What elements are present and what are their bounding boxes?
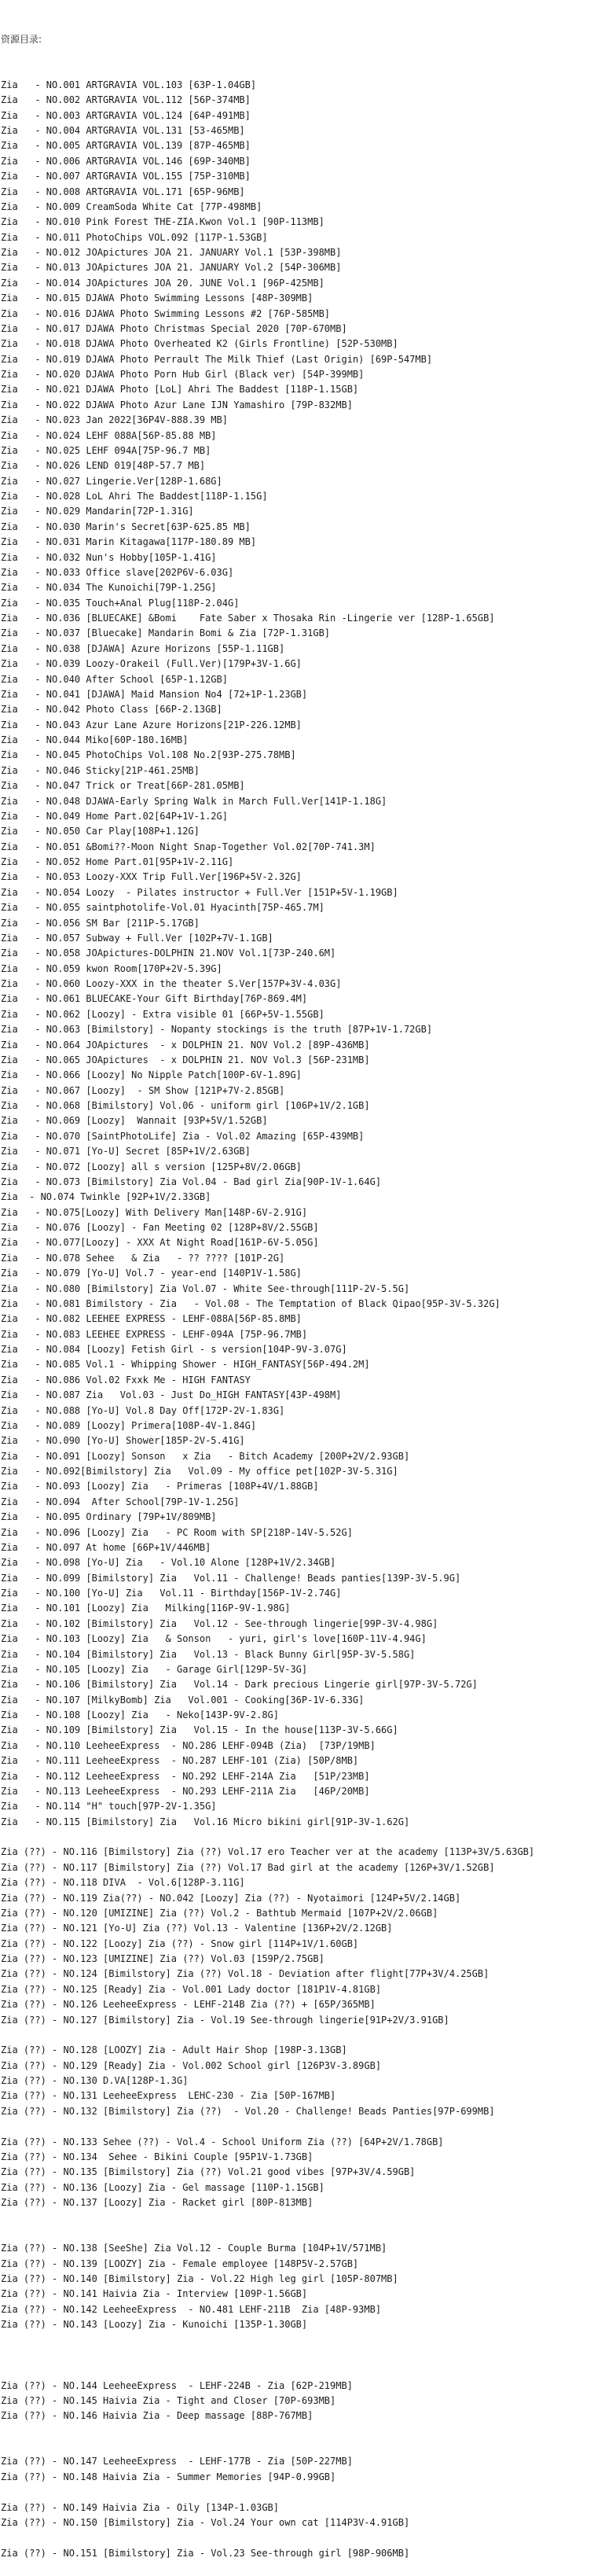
catalog-entry: Zia - NO.106 [Bimilstory] Zia Vol.14 - Dark precious Lingerie girl[97P-3V-5.72G] <box>1 1679 478 1691</box>
blank-line <box>0 2226 594 2241</box>
catalog-entry: Zia - NO.064 JOApictures - x DOLPHIN 21. NOV Vol.2 [89P-436MB] <box>1 1039 370 1051</box>
catalog-entry: Zia - NO.005 ARTGRAVIA VOL.139 [87P-465MB] <box>1 140 251 152</box>
catalog-entry: Zia - NO.093 [Loozy] Zia - Primeras [108P+4V/1.88GB] <box>1 1481 319 1492</box>
catalog-entry: Zia - NO.045 PhotoChips Vol.108 No.2[93P-275.78MB] <box>1 749 296 761</box>
catalog-entry: Zia - NO.073 [Bimilstory] Zia Vol.04 - Bad girl Zia[90P-1V-1.64G] <box>1 1176 382 1187</box>
catalog-entry: Zia - NO.080 [Bimilstory] Zia Vol.07 - White See-through[111P-2V-5.5G] <box>1 1282 410 1294</box>
catalog-entry: Zia (??) - NO.122 [Loozy] Zia (??) - Snow girl [114P+1V/1.60GB] <box>1 1938 359 1949</box>
catalog-entry: Zia (??) - NO.126 LeeheeExpress - LEHF-214B Zia (??) + [65P/365MB] <box>1 1999 376 2011</box>
catalog-entry: Zia - NO.026 LEND 019[48P-57.7 MB] <box>1 460 206 472</box>
catalog-entry: Zia (??) - NO.139 [LOOZY] Zia - Female employee [148P5V-2.57GB] <box>1 2258 359 2269</box>
catalog-entry: Zia (??) - NO.127 [Bimilstory] Zia - Vol.19 See-through lingerie[91P+2V/3.91GB] <box>1 2014 449 2026</box>
blank-line <box>0 2439 594 2454</box>
catalog-entry: Zia (??) - NO.142 LeeheeExpress - NO.481 LEHF-211B Zia [48P-93MB] <box>1 2303 382 2315</box>
catalog-entry: Zia - NO.022 DJAWA Photo Azur Lane IJN Yamashiro [79P-832MB] <box>1 399 353 410</box>
catalog-entry: Zia - NO.063 [Bimilstory] - Nopanty stockings is the truth [87P+1V-1.72GB] <box>1 1024 433 1036</box>
catalog-entry: Zia - NO.103 [Loozy] Zia & Sonson - yuri, girl's love[160P-11V-4.94G] <box>1 1633 427 1645</box>
blank-line <box>0 2424 594 2439</box>
blank-line <box>0 2530 594 2545</box>
catalog-entry: Zia - NO.020 DJAWA Photo Porn Hub Girl (Black ver) [54P-399MB] <box>1 369 365 380</box>
catalog-entry: Zia (??) - NO.148 Haivia Zia - Summer Memories [94P-0.99GB] <box>1 2471 336 2482</box>
catalog-entry: Zia (??) - NO.118 DIVA - Vol.6[128P-3.11G] <box>1 1877 245 1889</box>
catalog-entry: Zia (??) - NO.123 [UMIZINE] Zia (??) Vol.03 [159P/2.75GB] <box>1 1953 324 1964</box>
catalog-entry: Zia (??) - NO.145 Haivia Zia - Tight and Closer [70P-693MB] <box>1 2394 336 2406</box>
catalog-entry: Zia - NO.110 LeeheeExpress - NO.286 LEHF-094B (Zia) [73P/19MB] <box>1 1739 376 1751</box>
catalog-entry: Zia - NO.044 Miko[60P-180.16MB] <box>1 734 189 745</box>
catalog-entry: Zia - NO.114 "H" touch[97P-2V-1.35G] <box>1 1801 217 1812</box>
catalog-entry: Zia (??) - NO.133 Sehee (??) - Vol.4 - School Uniform Zia (??) [64P+2V/1.78GB] <box>1 2136 444 2147</box>
catalog-entry: Zia - NO.030 Marin's Secret[63P-625.85 MB] <box>1 521 251 532</box>
catalog-entry: Zia - NO.096 [Loozy] Zia - PC Room with SP[218P-14V-5.52G] <box>1 1526 353 1538</box>
catalog-entry: Zia (??) - NO.117 [Bimilstory] Zia (??) Vol.17 Bad girl at the academy [126P+3V/1.52GB] <box>1 1861 495 1873</box>
catalog-entry: Zia (??) - NO.116 [Bimilstory] Zia (??) Vol.17 ero Teacher ver at the academy [113P+3V/5.63GB] <box>1 1846 535 1858</box>
catalog-entry: Zia - NO.070 [SaintPhotoLife] Zia - Vol.02 Amazing [65P-439MB] <box>1 1130 365 1142</box>
catalog-entry: Zia - NO.047 Trick or Treat[66P-281.05MB] <box>1 780 245 792</box>
catalog-entry: Zia (??) - NO.135 [Bimilstory] Zia (??) Vol.21 good vibes [97P+3V/4.59GB] <box>1 2166 416 2178</box>
catalog-entry: Zia - NO.029 Mandarin[72P-1.31G] <box>1 506 194 517</box>
catalog-entry: Zia (??) - NO.130 D.VA[128P-1.3G] <box>1 2075 189 2086</box>
catalog-entry: Zia - NO.051 &Bomi??-Moon Night Snap-Together Vol.02[70P-741.3M] <box>1 841 376 852</box>
catalog-entry: Zia - NO.015 DJAWA Photo Swimming Lessons [48P-309MB] <box>1 293 314 304</box>
catalog-entry: Zia - NO.046 Sticky[21P-461.25MB] <box>1 764 200 776</box>
catalog-entry: Zia - NO.055 saintphotolife-Vol.01 Hyacinth[75P-465.7M] <box>1 902 324 914</box>
catalog-entry: Zia - NO.035 Touch+Anal Plug[118P-2.04G] <box>1 597 240 609</box>
catalog-entry: Zia - NO.056 SM Bar [211P-5.17GB] <box>1 917 200 929</box>
catalog-entry: Zia (??) - NO.151 [Bimilstory] Zia - Vol.23 See-through girl [98P-906MB] <box>1 2547 410 2559</box>
catalog-entry: Zia - NO.078 Sehee & Zia - ?? ???? [101P-2G] <box>1 1252 285 1264</box>
catalog-title: 资源目录: <box>1 33 42 45</box>
catalog-entry: Zia (??) - NO.150 [Bimilstory] Zia - Vol.24 Your own cat [114P3V-4.91GB] <box>1 2516 410 2528</box>
resource-catalog <box>0 2 594 2576</box>
catalog-entry: Zia (??) - NO.128 [LOOZY] Zia - Adult Hair Shop [198P-3.13GB] <box>1 2044 347 2056</box>
catalog-entry: Zia - NO.027 Lingerie.Ver[128P-1.68G] <box>1 475 222 487</box>
catalog-entry: Zia - NO.038 [DJAWA] Azure Horizons [55P-1.11GB] <box>1 642 285 654</box>
catalog-entry: Zia (??) - NO.141 Haivia Zia - Interview [109P-1.56GB] <box>1 2288 308 2300</box>
catalog-entry: Zia - NO.033 Office slave[202P6V-6.03G] <box>1 566 234 578</box>
catalog-entry: Zia - NO.094 After School[79P-1V-1.25G] <box>1 1496 240 1507</box>
catalog-entry: Zia (??) - NO.121 [Yo-U] Zia (??) Vol.13 - Valentine [136P+2V/2.12GB] <box>1 1923 393 1934</box>
catalog-entry: Zia - NO.008 ARTGRAVIA VOL.171 [65P-96MB] <box>1 186 245 197</box>
catalog-entry: Zia - NO.074 Twinkle [92P+1V/2.33GB] <box>1 1191 211 1203</box>
catalog-entry: Zia (??) - NO.120 [UMIZINE] Zia (??) Vol.2 - Bathtub Mermaid [107P+2V/2.06GB] <box>1 1907 438 1919</box>
catalog-entry: Zia - NO.061 BLUECAKE-Your Gift Birthday[76P-869.4M] <box>1 993 308 1005</box>
catalog-entry: Zia - NO.086 Vol.02 Fxxk Me - HIGH FANTASY <box>1 1374 251 1386</box>
catalog-entry: Zia - NO.016 DJAWA Photo Swimming Lessons #2 [76P-585MB] <box>1 307 331 319</box>
blank-line <box>0 2332 594 2347</box>
catalog-entry: Zia (??) - NO.129 [Ready] Zia - Vol.002 School girl [126P3V-3.89GB] <box>1 2059 382 2071</box>
catalog-entry: Zia - NO.004 ARTGRAVIA VOL.131 [53-465MB] <box>1 125 245 136</box>
catalog-entry: Zia - NO.013 JOApictures JOA 21. JANUARY Vol.2 [54P-306MB] <box>1 262 342 274</box>
catalog-entry: Zia - NO.092[Bimilstory] Zia Vol.09 - My office pet[102P-3V-5.31G] <box>1 1466 398 1477</box>
catalog-entry: Zia - NO.100 [Yo-U] Zia Vol.11 - Birthday[156P-1V-2.74G] <box>1 1588 342 1599</box>
catalog-entry: Zia - NO.099 [Bimilstory] Zia Vol.11 - Challenge! Beads panties[139P-3V-5.9G] <box>1 1572 461 1584</box>
catalog-entry: Zia - NO.062 [Loozy] - Extra visible 01 [66P+5V-1.55GB] <box>1 1008 324 1020</box>
catalog-entry: Zia - NO.059 kwon Room[170P+2V-5.39G] <box>1 962 222 974</box>
catalog-entry: Zia - NO.040 After School [65P-1.12GB] <box>1 673 228 685</box>
catalog-entry: Zia - NO.025 LEHF 094A[75P-96.7 MB] <box>1 444 211 456</box>
catalog-entry: Zia - NO.109 [Bimilstory] Zia Vol.15 - In the house[113P-3V-5.66G] <box>1 1724 398 1736</box>
catalog-entry: Zia - NO.084 [Loozy] Fetish Girl - s version[104P-9V-3.07G] <box>1 1344 347 1355</box>
catalog-entry: Zia - NO.083 LEEHEE EXPRESS - LEHF-094A [75P-96.7MB] <box>1 1328 308 1340</box>
catalog-entry: Zia - NO.071 [Yo-U] Secret [85P+1V/2.63GB] <box>1 1146 251 1157</box>
catalog-entry: Zia (??) - NO.136 [Loozy] Zia - Gel massage [110P-1.15GB] <box>1 2181 324 2193</box>
catalog-entry: Zia - NO.088 [Yo-U] Vol.8 Day Off[172P-2V-1.83G] <box>1 1404 285 1416</box>
catalog-entry: Zia - NO.066 [Loozy] No Nipple Patch[100P-6V-1.89G] <box>1 1069 302 1081</box>
catalog-entry: Zia - NO.091 [Loozy] Sonson x Zia - Bitch Academy [200P+2V/2.93GB] <box>1 1450 410 1462</box>
catalog-entry: Zia - NO.012 JOApictures JOA 21. JANUARY Vol.1 [53P-398MB] <box>1 247 342 258</box>
catalog-entry: Zia (??) - NO.131 LeeheeExpress LEHC-230 - Zia [50P-167MB] <box>1 2090 336 2102</box>
catalog-entry: Zia - NO.041 [DJAWA] Maid Mansion No4 [72+1P-1.23GB] <box>1 688 308 700</box>
catalog-list <box>0 78 594 2561</box>
catalog-entry: Zia - NO.105 [Loozy] Zia - Garage Girl[129P-5V-3G] <box>1 1663 308 1675</box>
catalog-entry: Zia - NO.010 Pink Forest THE-ZIA.Kwon Vol.1 [90P-113MB] <box>1 216 324 228</box>
catalog-entry: Zia - NO.085 Vol.1 - Whipping Shower - HIGH_FANTASY[56P-494.2M] <box>1 1359 370 1371</box>
catalog-entry: Zia - NO.054 Loozy - Pilates instructor + Full.Ver [151P+5V-1.19GB] <box>1 886 398 898</box>
catalog-entry: Zia (??) - NO.124 [Bimilstory] Zia (??) Vol.18 - Deviation after flight[77P+3V/4.25GB] <box>1 1968 490 1980</box>
catalog-entry: Zia - NO.082 LEEHEE EXPRESS - LEHF-088A[56P-85.8MB] <box>1 1313 302 1325</box>
catalog-entry: Zia (??) - NO.143 [Loozy] Zia - Kunoichi [135P-1.30GB] <box>1 2319 308 2330</box>
catalog-entry: Zia - NO.019 DJAWA Photo Perrault The Milk Thief (Last Origin) [69P-547MB] <box>1 353 433 365</box>
catalog-entry: Zia - NO.031 Marin Kitagawa[117P-180.89 MB] <box>1 536 257 548</box>
catalog-entry: Zia - NO.052 Home Part.01[95P+1V-2.11G] <box>1 856 234 867</box>
catalog-entry: Zia - NO.024 LEHF 088A[56P-85.88 MB] <box>1 429 217 441</box>
catalog-entry: Zia - NO.104 [Bimilstory] Zia Vol.13 - Black Bunny Girl[95P-3V-5.58G] <box>1 1648 416 1660</box>
catalog-entry: Zia - NO.053 Loozy-XXX Trip Full.Ver[196P+5V-2.32G] <box>1 871 302 883</box>
catalog-entry: Zia - NO.108 [Loozy] Zia - Neko[143P-9V-2.8G] <box>1 1709 280 1720</box>
catalog-entry: Zia - NO.076 [Loozy] - Fan Meeting 02 [128P+8V/2.55GB] <box>1 1222 319 1233</box>
catalog-entry: Zia - NO.034 The Kunoichi[79P-1.25G] <box>1 582 217 594</box>
catalog-entry: Zia - NO.115 [Bimilstory] Zia Vol.16 Micro bikini girl[91P-3V-1.62G] <box>1 1816 410 1827</box>
catalog-entry: Zia - NO.097 At home [66P+1V/446MB] <box>1 1541 211 1553</box>
catalog-entry: Zia - NO.003 ARTGRAVIA VOL.124 [64P-491MB] <box>1 109 251 121</box>
catalog-entry: Zia - NO.018 DJAWA Photo Overheated K2 (Girls Frontline) [52P-530MB] <box>1 338 398 350</box>
catalog-entry: Zia - NO.036 [BLUECAKE] &Bomi Fate Saber x Thosaka Rin -Lingerie ver [128P-1.65GB] <box>1 613 495 624</box>
catalog-entry: Zia (??) - NO.140 [Bimilstory] Zia - Vol.22 High leg girl [105P-807MB] <box>1 2272 398 2284</box>
catalog-entry: Zia (??) - NO.125 [Ready] Zia - Vol.001 Lady doctor [181P1V-4.81GB] <box>1 1983 382 1995</box>
catalog-entry: Zia - NO.032 Nun's Hobby[105P-1.41G] <box>1 551 217 563</box>
catalog-entry: Zia - NO.112 LeeheeExpress - NO.292 LEHF-214A Zia [51P/23MB] <box>1 1770 370 1782</box>
catalog-entry: Zia - NO.042 Photo Class [66P-2.13GB] <box>1 704 222 716</box>
catalog-entry: Zia - NO.089 [Loozy] Primera[108P-4V-1.84G] <box>1 1419 257 1431</box>
catalog-entry: Zia - NO.077[Loozy] - XXX At Night Road[161P-6V-5.05G] <box>1 1237 319 1249</box>
catalog-entry: Zia - NO.058 JOApictures-DOLPHIN 21.NOV Vol.1[73P-240.6M] <box>1 948 336 959</box>
catalog-entry: Zia - NO.007 ARTGRAVIA VOL.155 [75P-310MB] <box>1 171 251 182</box>
catalog-entry: Zia - NO.057 Subway + Full.Ver [102P+7V-1.1GB] <box>1 932 273 944</box>
catalog-entry: Zia - NO.048 DJAWA-Early Spring Walk in March Full.Ver[141P-1.18G] <box>1 795 387 807</box>
catalog-entry: Zia - NO.065 JOApictures - x DOLPHIN 21. NOV Vol.3 [56P-231MB] <box>1 1054 370 1065</box>
catalog-entry: Zia - NO.102 [Bimilstory] Zia Vol.12 - See-through lingerie[99P-3V-4.98G] <box>1 1617 438 1629</box>
catalog-entry: Zia - NO.079 [Yo-U] Vol.7 - year-end [140P1V-1.58G] <box>1 1268 302 1279</box>
catalog-entry: Zia - NO.014 JOApictures JOA 20. JUNE Vol.1 [96P-425MB] <box>1 277 324 289</box>
catalog-entry: Zia (??) - NO.137 [Loozy] Zia - Racket girl [80P-813MB] <box>1 2197 314 2208</box>
catalog-entry: Zia - NO.087 Zia Vol.03 - Just Do_HIGH FANTASY[43P-498M] <box>1 1389 342 1401</box>
catalog-entry: Zia - NO.037 [Bluecake] Mandarin Bomi & Zia [72P-1.31GB] <box>1 627 331 639</box>
catalog-entry: Zia - NO.039 Loozy-Orakeil (Full.Ver)[179P+3V-1.6G] <box>1 658 302 670</box>
catalog-entry: Zia - NO.060 Loozy-XXX in the theater S.Ver[157P+3V-4.03G] <box>1 978 342 989</box>
catalog-entry: Zia - NO.069 [Loozy] Wannait [93P+5V/1.52GB] <box>1 1115 268 1127</box>
catalog-entry: Zia - NO.050 Car Play[108P+1.12G] <box>1 826 200 837</box>
catalog-entry: Zia - NO.028 LoL Ahri The Baddest[118P-1.15G] <box>1 491 268 502</box>
blank-line <box>0 2485 594 2500</box>
catalog-entry: Zia (??) - NO.134 Sehee - Bikini Couple [95P1V-1.73GB] <box>1 2151 314 2162</box>
catalog-entry: Zia - NO.009 CreamSoda White Cat [77P-498MB] <box>1 201 262 212</box>
catalog-entry: Zia - NO.049 Home Part.02[64P+1V-1.2G] <box>1 810 228 822</box>
catalog-entry: Zia - NO.101 [Loozy] Zia Milking[116P-9V-1.98G] <box>1 1603 291 1614</box>
catalog-entry: Zia - NO.098 [Yo-U] Zia - Vol.10 Alone [128P+1V/2.34GB] <box>1 1557 336 1569</box>
catalog-entry: Zia - NO.095 Ordinary [79P+1V/809MB] <box>1 1511 217 1523</box>
catalog-entry: Zia - NO.023 Jan 2022[36P4V-888.39 MB] <box>1 414 228 426</box>
catalog-entry: Zia - NO.072 [Loozy] all s version [125P+8V/2.06GB] <box>1 1161 302 1172</box>
catalog-entry: Zia - NO.068 [Bimilstory] Vol.06 - uniform girl [106P+1V/2.1GB] <box>1 1100 370 1111</box>
catalog-entry: Zia - NO.011 PhotoChips VOL.092 [117P-1.53GB] <box>1 231 268 243</box>
catalog-entry: Zia - NO.067 [Loozy] - SM Show [121P+7V-2.85GB] <box>1 1084 285 1096</box>
catalog-entry: Zia (??) - NO.149 Haivia Zia - Oily [134P-1.03GB] <box>1 2501 280 2513</box>
catalog-entry: Zia - NO.043 Azur Lane Azure Horizons[21P-226.12MB] <box>1 719 302 730</box>
catalog-entry: Zia - NO.001 ARTGRAVIA VOL.103 [63P-1.04GB] <box>1 79 257 90</box>
catalog-entry: Zia - NO.113 LeeheeExpress - NO.293 LEHF-211A Zia [46P/20MB] <box>1 1785 370 1797</box>
catalog-entry: Zia (??) - NO.147 LeeheeExpress - LEHF-177B - Zia [50P-227MB] <box>1 2456 353 2467</box>
catalog-entry: Zia - NO.021 DJAWA Photo [LoL] Ahri The Baddest [118P-1.15GB] <box>1 384 359 396</box>
blank-line <box>0 2028 594 2043</box>
catalog-entry: Zia (??) - NO.132 [Bimilstory] Zia (??) - Vol.20 - Challenge! Beads Panties[97P-699MB] <box>1 2105 495 2117</box>
catalog-entry: Zia - NO.111 LeeheeExpress - NO.287 LEHF-101 (Zia) [50P/8MB] <box>1 1755 359 1767</box>
catalog-entry: Zia - NO.107 [MilkyBomb] Zia Vol.001 - Cooking[36P-1V-6.33G] <box>1 1694 365 1706</box>
blank-line <box>0 2119 594 2134</box>
catalog-entry: Zia (??) - NO.119 Zia(??) - NO.042 [Loozy] Zia (??) - Nyotaimori [124P+5V/2.14GB] <box>1 1892 461 1904</box>
catalog-entry: Zia (??) - NO.144 LeeheeExpress - LEHF-224B - Zia [62P-219MB] <box>1 2379 353 2391</box>
catalog-entry: Zia (??) - NO.138 [SeeShe] Zia Vol.12 - Couple Burma [104P+1V/571MB] <box>1 2243 387 2254</box>
catalog-entry: Zia - NO.075[Loozy] With Delivery Man[148P-6V-2.91G] <box>1 1206 308 1218</box>
catalog-entry: Zia (??) - NO.146 Haivia Zia - Deep massage [88P-767MB] <box>1 2410 314 2422</box>
catalog-entry: Zia - NO.081 Bimilstory - Zia - Vol.08 - The Temptation of Black Qipao[95P-3V-5.32G] <box>1 1297 500 1309</box>
catalog-entry: Zia - NO.090 [Yo-U] Shower[185P-2V-5.41G] <box>1 1435 245 1447</box>
blank-line <box>0 1830 594 1845</box>
catalog-entry: Zia - NO.002 ARTGRAVIA VOL.112 [56P-374MB] <box>1 94 251 106</box>
blank-line <box>0 2210 594 2225</box>
blank-line <box>0 2363 594 2378</box>
catalog-entry: Zia - NO.017 DJAWA Photo Christmas Special 2020 [70P-670MB] <box>1 322 347 334</box>
catalog-entry: Zia - NO.006 ARTGRAVIA VOL.146 [69P-340MB] <box>1 155 251 167</box>
